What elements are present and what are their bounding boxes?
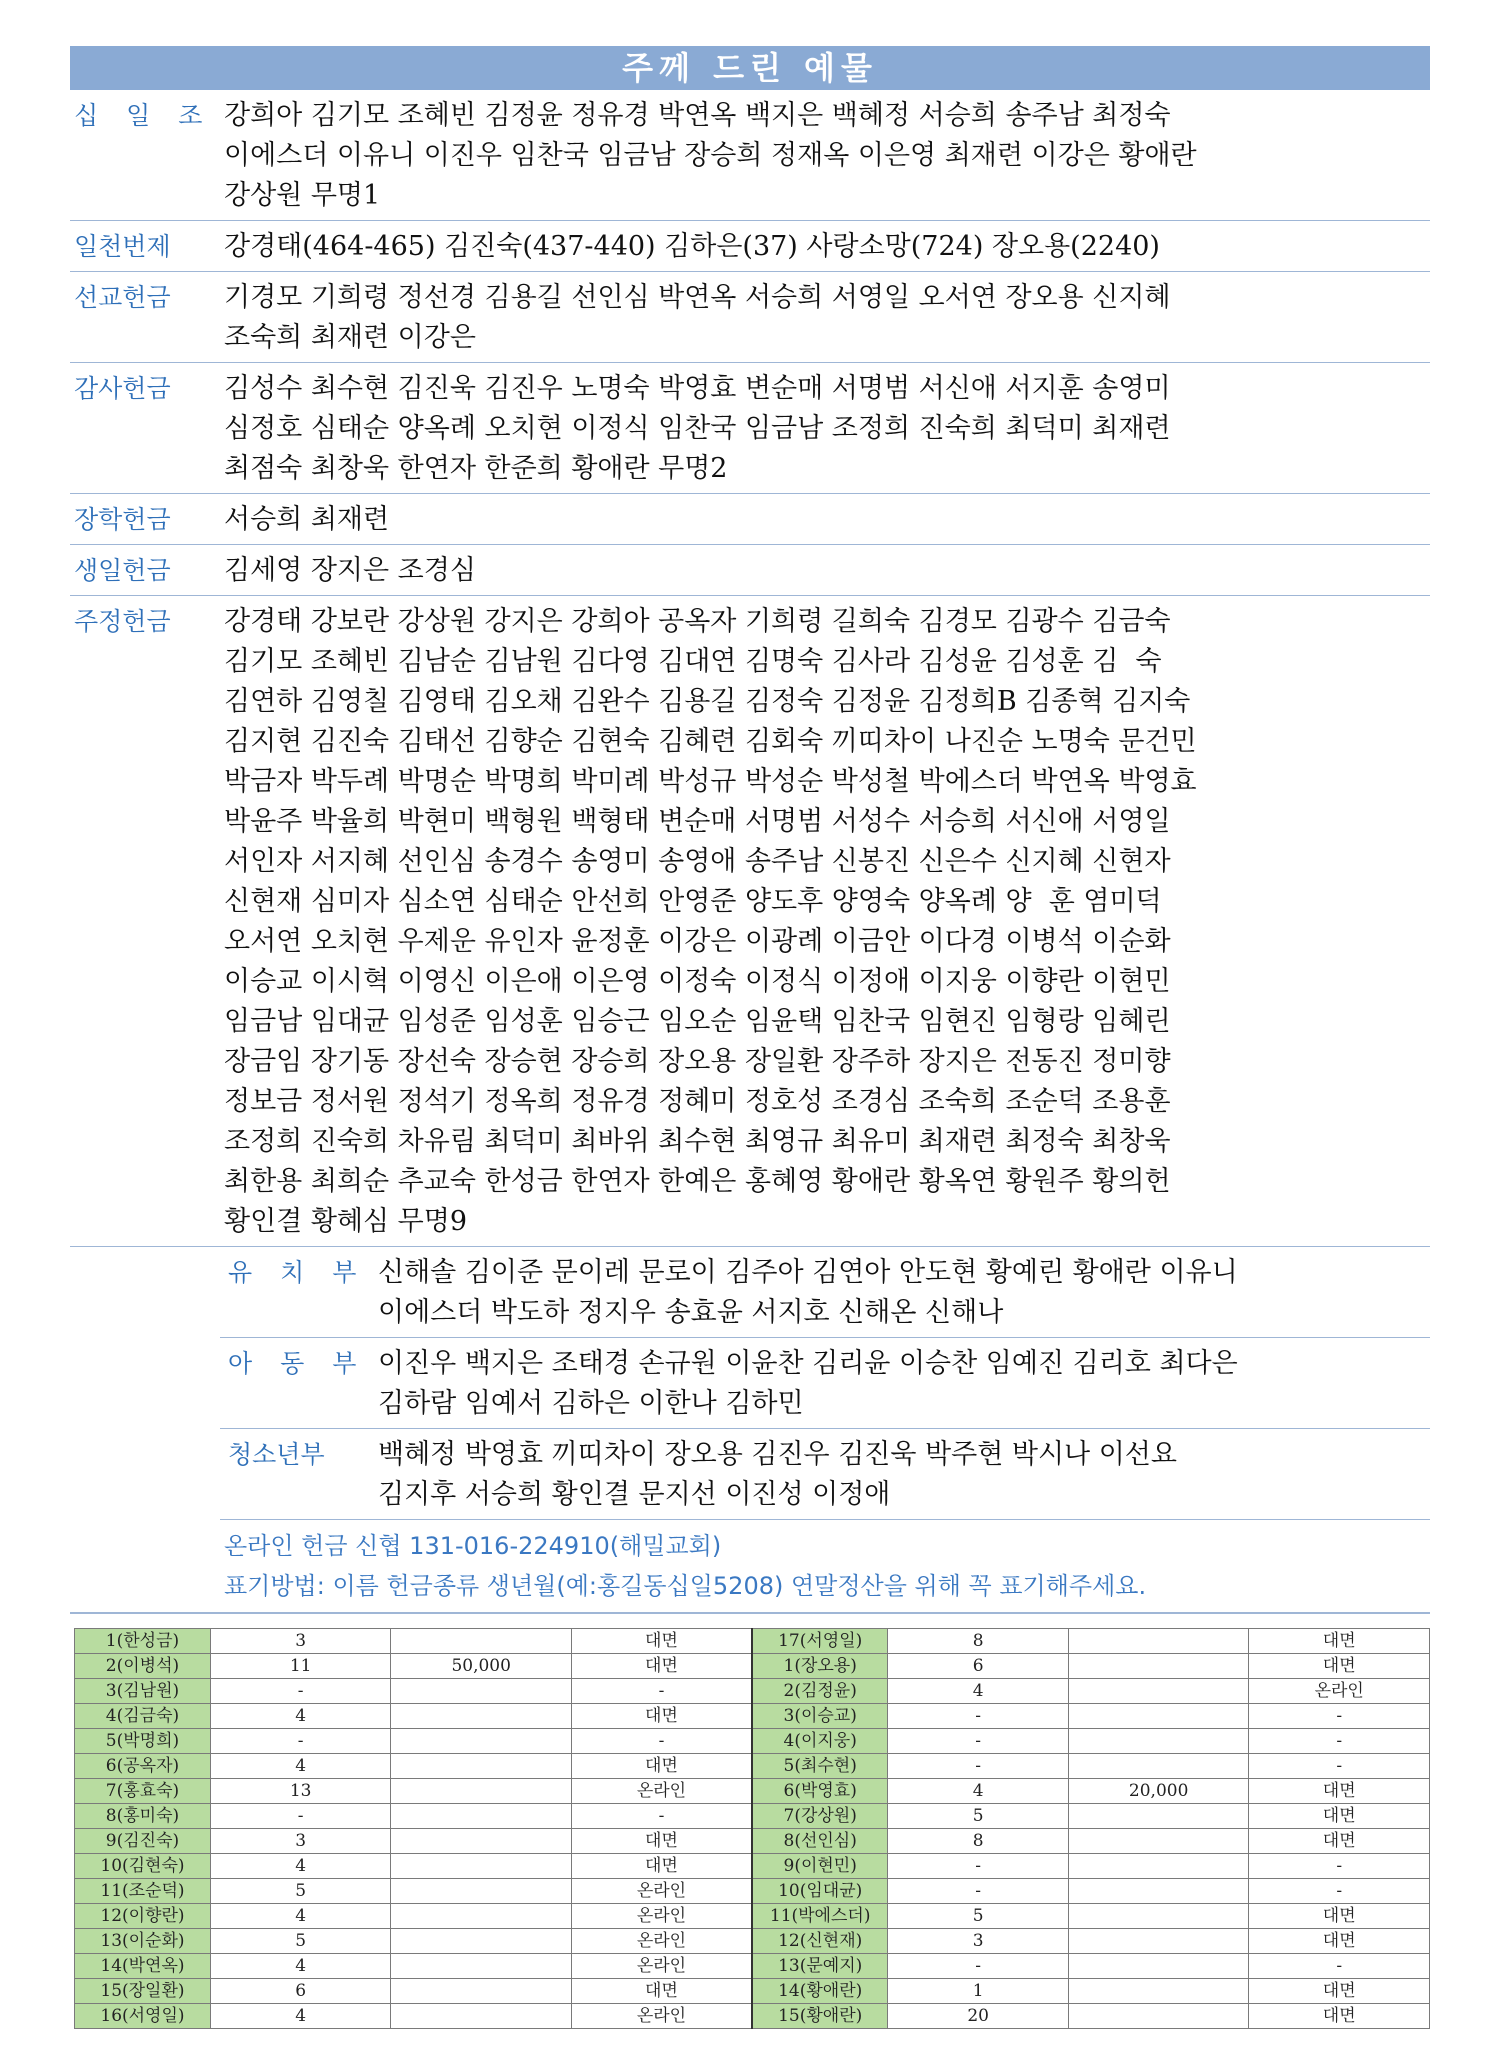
row-value-cell: 4 <box>210 1854 391 1879</box>
row-value-cell: - <box>210 1729 391 1754</box>
department-section <box>220 1429 1430 1520</box>
row-value-cell <box>391 1754 572 1779</box>
row-name-cell: 13(이순화) <box>75 1929 211 1954</box>
row-value-cell: 대면 <box>1249 1629 1430 1654</box>
row-value-cell: 5 <box>888 1904 1069 1929</box>
row-value-cell <box>391 1779 572 1804</box>
page-title: 주께 드린 예물 <box>70 46 1430 90</box>
row-value-cell: 4 <box>888 1679 1069 1704</box>
row-name-cell: 1(장오용) <box>752 1654 888 1679</box>
offering-section <box>70 272 1430 363</box>
row-value-cell: 대면 <box>1249 1979 1430 2004</box>
row-value-cell: 4 <box>210 2004 391 2029</box>
table-row <box>75 2004 1430 2029</box>
row-name-cell: 16(서영일) <box>75 2004 211 2029</box>
online-offering-info <box>70 1520 1430 1614</box>
row-name-cell: 11(박에스더) <box>752 1904 888 1929</box>
table-row <box>75 1729 1430 1754</box>
row-value-cell <box>1068 1904 1249 1929</box>
online-account: 온라인 헌금 신협 131-016-224910(해밀교회) <box>224 1532 722 1560</box>
row-value-cell <box>391 1979 572 2004</box>
row-value-cell: 대면 <box>571 1979 752 2004</box>
row-value-cell: 온라인 <box>571 1904 752 1929</box>
row-value-cell <box>1068 1954 1249 1979</box>
row-value-cell <box>1068 1754 1249 1779</box>
row-value-cell <box>1068 1654 1249 1679</box>
row-value-cell: - <box>571 1804 752 1829</box>
offering-section <box>70 545 1430 596</box>
row-value-cell: 6 <box>210 1979 391 2004</box>
offering-section <box>70 90 1430 221</box>
row-value-cell: 대면 <box>571 1829 752 1854</box>
row-value-cell: 온라인 <box>571 1929 752 1954</box>
row-name-cell: 5(박명희) <box>75 1729 211 1754</box>
row-name-cell: 15(장일환) <box>75 1979 211 2004</box>
row-value-cell <box>1068 2004 1249 2029</box>
row-value-cell: 3 <box>210 1629 391 1654</box>
row-value-cell: 대면 <box>1249 1654 1430 1679</box>
row-value-cell: 13 <box>210 1779 391 1804</box>
row-value-cell <box>391 2004 572 2029</box>
row-value-cell <box>1068 1879 1249 1904</box>
offering-section <box>70 363 1430 494</box>
row-name-cell: 8(선인심) <box>752 1829 888 1854</box>
row-value-cell: 온라인 <box>1249 1679 1430 1704</box>
row-name-cell: 6(박영효) <box>752 1779 888 1804</box>
row-name-cell: 3(김남원) <box>75 1679 211 1704</box>
row-value-cell: 4 <box>210 1954 391 1979</box>
row-value-cell: - <box>1249 1954 1430 1979</box>
row-value-cell: 4 <box>210 1704 391 1729</box>
row-name-cell: 5(최수현) <box>752 1754 888 1779</box>
department-label: 아 동 부 <box>228 1349 367 1378</box>
table-row <box>75 1929 1430 1954</box>
row-value-cell: - <box>888 1754 1069 1779</box>
department-section <box>220 1338 1430 1429</box>
row-value-cell: 대면 <box>571 1704 752 1729</box>
row-value-cell: - <box>571 1679 752 1704</box>
row-value-cell: 5 <box>210 1879 391 1904</box>
row-value-cell <box>391 1904 572 1929</box>
attendance-table <box>74 1628 1430 2029</box>
section-label: 선교헌금 <box>74 283 171 312</box>
offering-section <box>70 596 1430 1247</box>
row-name-cell: 11(조순덕) <box>75 1879 211 1904</box>
row-value-cell: 6 <box>888 1654 1069 1679</box>
table-row <box>75 1629 1430 1654</box>
row-value-cell: - <box>210 1679 391 1704</box>
offering-sections <box>70 90 1430 1247</box>
table-row <box>75 1804 1430 1829</box>
table-row <box>75 1679 1430 1704</box>
row-value-cell <box>391 1854 572 1879</box>
row-value-cell: 온라인 <box>571 1879 752 1904</box>
row-value-cell: 대면 <box>571 1854 752 1879</box>
row-value-cell: - <box>888 1954 1069 1979</box>
section-names: 강경태(464-465) 김진숙(437-440) 김하은(37) 사랑소망(724) 장오용(2240) <box>224 231 1160 262</box>
row-value-cell: 3 <box>210 1829 391 1854</box>
row-value-cell: 4 <box>210 1754 391 1779</box>
row-value-cell: 대면 <box>1249 1904 1430 1929</box>
row-value-cell <box>1068 1629 1249 1654</box>
table-row <box>75 1654 1430 1679</box>
row-name-cell: 8(홍미숙) <box>75 1804 211 1829</box>
section-names: 김성수 최수현 김진욱 김진우 노명숙 박영효 변순매 서명범 서신애 서지훈 송영미 심정호 심태순 양옥례 오치현 이정식 임찬국 임금남 조정희 진숙희 최덕미 최재련 최점숙 최창욱 한연자 한준희 황애란 무명2 <box>224 373 1171 484</box>
row-value-cell: 1 <box>888 1979 1069 2004</box>
row-name-cell: 4(김금숙) <box>75 1704 211 1729</box>
row-value-cell: 대면 <box>1249 1829 1430 1854</box>
row-value-cell: 대면 <box>1249 1804 1430 1829</box>
department-label: 유 치 부 <box>228 1258 367 1287</box>
row-value-cell: 온라인 <box>571 1954 752 1979</box>
row-name-cell: 10(임대균) <box>752 1879 888 1904</box>
row-name-cell: 13(문예지) <box>752 1954 888 1979</box>
row-name-cell: 2(이병석) <box>75 1654 211 1679</box>
row-name-cell: 6(공옥자) <box>75 1754 211 1779</box>
row-name-cell: 3(이승교) <box>752 1704 888 1729</box>
offering-section <box>70 221 1430 272</box>
row-value-cell <box>391 1629 572 1654</box>
row-value-cell <box>1068 1929 1249 1954</box>
row-value-cell <box>391 1929 572 1954</box>
table-row <box>75 1954 1430 1979</box>
section-label: 주정헌금 <box>74 607 171 636</box>
row-value-cell: 대면 <box>1249 1779 1430 1804</box>
row-value-cell: 4 <box>210 1904 391 1929</box>
row-name-cell: 12(이향란) <box>75 1904 211 1929</box>
row-value-cell: - <box>1249 1879 1430 1904</box>
table-row <box>75 1704 1430 1729</box>
table-row <box>75 1904 1430 1929</box>
department-names: 백혜정 박영효 끼띠차이 장오용 김진우 김진욱 박주현 박시나 이선요 김지후 서승희 황인결 문지선 이진성 이정애 <box>378 1439 1177 1510</box>
row-name-cell: 14(황애란) <box>752 1979 888 2004</box>
department-names: 신해솔 김이준 문이레 문로이 김주아 김연아 안도현 황예린 황애란 이유니 이에스더 박도하 정지우 송효윤 서지호 신해온 신해나 <box>378 1257 1238 1328</box>
row-value-cell: 20 <box>888 2004 1069 2029</box>
section-names: 서승희 최재련 <box>224 504 390 535</box>
row-value-cell <box>391 1679 572 1704</box>
row-value-cell <box>391 1804 572 1829</box>
row-value-cell <box>1068 1854 1249 1879</box>
row-value-cell: 온라인 <box>571 2004 752 2029</box>
row-value-cell <box>1068 1704 1249 1729</box>
row-value-cell: 대면 <box>571 1654 752 1679</box>
row-value-cell: 3 <box>888 1929 1069 1954</box>
department-names: 이진우 백지은 조태경 손규원 이윤찬 김리윤 이승찬 임예진 김리호 최다은 김하람 임예서 김하은 이한나 김하민 <box>378 1348 1238 1419</box>
row-name-cell: 10(김현숙) <box>75 1854 211 1879</box>
row-value-cell: 5 <box>210 1929 391 1954</box>
row-value-cell: - <box>888 1879 1069 1904</box>
row-name-cell: 4(이지웅) <box>752 1729 888 1754</box>
section-names: 강희아 김기모 조혜빈 김정윤 정유경 박연옥 백지은 백혜정 서승희 송주남 최정숙 이에스더 이유니 이진우 임찬국 임금남 장승희 정재옥 이은영 최재련 이강은 황애란 강상원 무명1 <box>224 100 1197 211</box>
row-value-cell: 20,000 <box>1068 1779 1249 1804</box>
row-value-cell: - <box>888 1729 1069 1754</box>
row-name-cell: 14(박연옥) <box>75 1954 211 1979</box>
section-label: 장학헌금 <box>74 505 171 534</box>
table-row <box>75 1879 1430 1904</box>
row-value-cell <box>1068 1729 1249 1754</box>
row-value-cell: 8 <box>888 1629 1069 1654</box>
row-value-cell: - <box>1249 1854 1430 1879</box>
row-name-cell: 7(강상원) <box>752 1804 888 1829</box>
section-names: 기경모 기희령 정선경 김용길 선인심 박연옥 서승희 서영일 오서연 장오용 신지혜 조숙희 최재련 이강은 <box>224 282 1171 353</box>
row-value-cell <box>1068 1679 1249 1704</box>
row-value-cell: 대면 <box>571 1754 752 1779</box>
row-value-cell: - <box>571 1729 752 1754</box>
row-value-cell: 11 <box>210 1654 391 1679</box>
row-value-cell: 5 <box>888 1804 1069 1829</box>
row-value-cell: - <box>888 1704 1069 1729</box>
row-name-cell: 1(한성금) <box>75 1629 211 1654</box>
row-name-cell: 15(황애란) <box>752 2004 888 2029</box>
section-names: 김세영 장지은 조경심 <box>224 555 476 586</box>
offering-section <box>70 494 1430 545</box>
row-value-cell: - <box>1249 1754 1430 1779</box>
row-value-cell <box>391 1829 572 1854</box>
row-value-cell: 대면 <box>1249 1929 1430 1954</box>
row-value-cell <box>1068 1804 1249 1829</box>
row-value-cell <box>391 1729 572 1754</box>
table-row <box>75 1979 1430 2004</box>
table-row <box>75 1754 1430 1779</box>
table-row <box>75 1779 1430 1804</box>
row-value-cell <box>1068 1829 1249 1854</box>
section-names: 강경태 강보란 강상원 강지은 강희아 공옥자 기희령 길희숙 김경모 김광수 김금숙 김기모 조혜빈 김남순 김남원 김다영 김대연 김명숙 김사라 김성윤 김성훈 김 숙 김연하 김영칠 김영태 김오채 김완수 김용길 김정숙 김정윤 김정희B 김종혁 김지숙 김지현 김진숙 김태선 김향순 김현숙 김혜련 김회숙 끼띠차이 나진순 노명숙 문건민 박금자 박두례 박명순 박명희 박미례 박성규 박성순 박성철 박에스더 박연옥 박영효 박윤주 박율희 박현미 백형원 백형태 변순매 서명범 서성수 서승희 서신애 서영일 서인자 서지혜 선인심 송경수 송영미 송영애 송주남 신봉진 신은수 신지혜 신현자 신현재 심미자 심소연 심태순 안선희 안영준 양도후 양영숙 양옥례 양 훈 염미덕 오서연 오치현 우제운 유인자 윤정훈 이강은 이광례 이금안 이다경 이병석 이순화 이승교 이시혁 이영신 이은애 이은영 이정숙 이정식 이정애 이지웅 이향란 이현민 임금남 임대균 임성준 임성훈 임승근 임오순 임윤택 임찬국 임현진 임형랑 임혜린 장금임 장기동 장선숙 장승현 장승희 장오용 장일환 장주하 장지은 전동진 정미향 정보금 정서원 정석기 정옥희 정유경 정혜미 정호성 조경심 조숙희 조순덕 조용훈 조정희 진숙희 차유림 최덕미 최바위 최수현 최영규 최유미 최재련 최정숙 최창욱 최한용 최희순 추교숙 한성금 한연자 한예은 홍혜영 황애란 황옥연 황원주 황의헌 황인결 황혜심 무명9 <box>224 606 1197 1237</box>
row-name-cell: 9(김진숙) <box>75 1829 211 1854</box>
section-label: 일천번제 <box>74 232 171 261</box>
row-value-cell <box>1068 1979 1249 2004</box>
notation-guide: 표기방법: 이름 헌금종류 생년월(예:홍길동십일5208) 연말정산을 위해 꼭 표기해주세요. <box>224 1572 1147 1600</box>
row-value-cell: - <box>1249 1704 1430 1729</box>
row-value-cell: - <box>1249 1729 1430 1754</box>
row-value-cell: - <box>888 1854 1069 1879</box>
row-value-cell: 대면 <box>571 1629 752 1654</box>
department-label: 청소년부 <box>228 1440 325 1469</box>
row-value-cell: - <box>210 1804 391 1829</box>
row-value-cell: 50,000 <box>391 1654 572 1679</box>
row-value-cell: 4 <box>888 1779 1069 1804</box>
row-value-cell <box>391 1704 572 1729</box>
table-row <box>75 1854 1430 1879</box>
table-row <box>75 1829 1430 1854</box>
department-sections <box>70 1247 1430 1520</box>
row-name-cell: 12(신현재) <box>752 1929 888 1954</box>
row-name-cell: 7(홍효숙) <box>75 1779 211 1804</box>
row-value-cell <box>391 1954 572 1979</box>
row-name-cell: 17(서영일) <box>752 1629 888 1654</box>
row-value-cell: 8 <box>888 1829 1069 1854</box>
section-label: 십 일 조 <box>74 101 213 130</box>
row-value-cell: 온라인 <box>571 1779 752 1804</box>
section-label: 감사헌금 <box>74 374 171 403</box>
offering-page <box>70 46 1430 2029</box>
row-name-cell: 9(이현민) <box>752 1854 888 1879</box>
row-name-cell: 2(김정윤) <box>752 1679 888 1704</box>
row-value-cell: 대면 <box>1249 2004 1430 2029</box>
row-value-cell <box>391 1879 572 1904</box>
section-label: 생일헌금 <box>74 556 171 585</box>
department-section <box>220 1247 1430 1338</box>
